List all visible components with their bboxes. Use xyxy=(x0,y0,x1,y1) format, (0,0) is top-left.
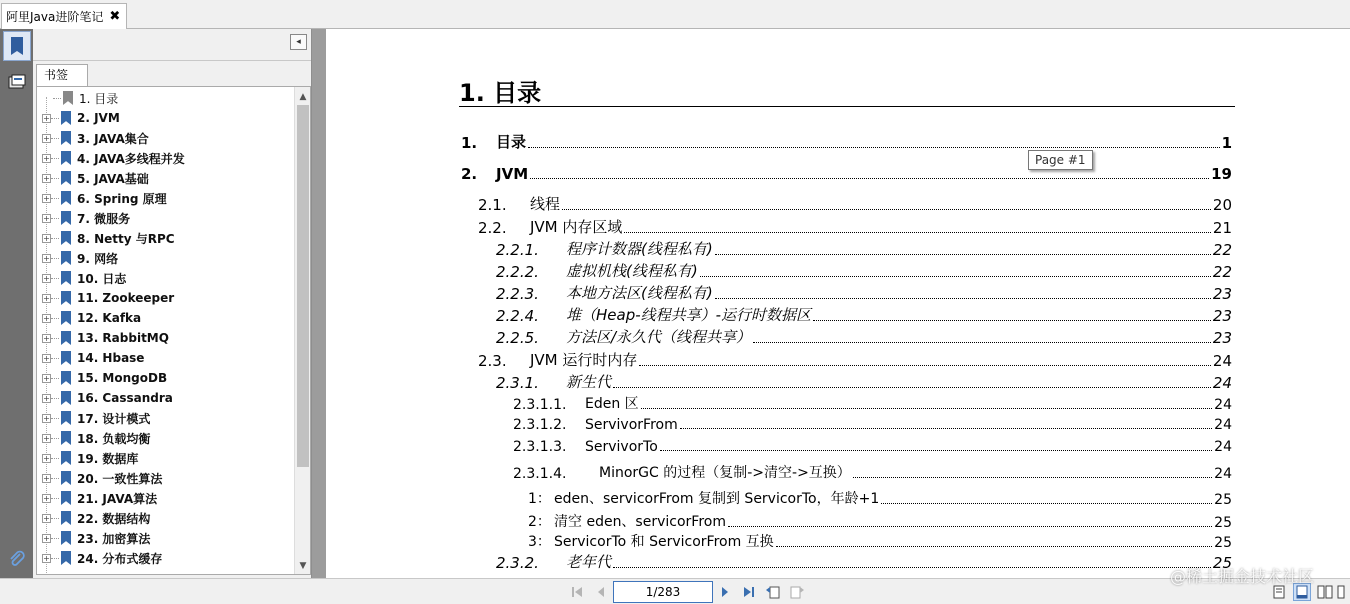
tree-connector xyxy=(51,258,59,259)
toc-page-number: 21 xyxy=(1212,219,1232,237)
bookmark-icon xyxy=(61,131,71,145)
toc-entry[interactable] xyxy=(513,393,1232,413)
expand-icon[interactable]: + xyxy=(43,173,50,183)
bookmark-label: 21. JAVA算法 xyxy=(77,491,158,506)
tree-connector xyxy=(51,138,59,139)
bookmark-icon xyxy=(61,491,71,505)
toc-text: ServicorTo 和 ServicorFrom 互换 xyxy=(554,534,774,550)
toc-text: 清空 eden、servicorFrom xyxy=(554,514,726,530)
toc-number: 2.3.1.4. xyxy=(513,466,567,482)
scroll-up-icon[interactable]: ▲ xyxy=(299,92,307,102)
bookmark-item[interactable] xyxy=(37,108,295,128)
tree-connector xyxy=(51,538,59,539)
expand-icon[interactable]: + xyxy=(43,393,50,403)
toc-number: 2.2. xyxy=(478,219,507,237)
tree-connector xyxy=(51,318,59,319)
document-view[interactable] xyxy=(312,29,1350,578)
bookmark-label: 6. Spring 原理 xyxy=(77,191,167,206)
toc-text: 新生代 xyxy=(566,373,612,391)
bookmarks-panel-button[interactable] xyxy=(3,31,31,61)
bookmark-label: 24. 分布式缓存 xyxy=(77,551,163,566)
toc-text: ServivorFrom xyxy=(585,417,678,433)
document-tab-title: 阿里Java进阶笔记 xyxy=(6,10,104,24)
toc-number: 1： xyxy=(528,491,551,507)
toc-page-number: 24 xyxy=(1212,352,1232,370)
bookmarks-panel-header xyxy=(33,29,311,61)
toc-number: 2.2.3. xyxy=(496,285,539,303)
close-tab-icon[interactable]: ✖ xyxy=(109,9,121,24)
tree-connector xyxy=(51,118,59,119)
bookmark-icon xyxy=(61,151,71,165)
toc-number: 2.2.5. xyxy=(496,329,539,347)
bookmark-label: 16. Cassandra xyxy=(77,391,173,405)
expand-icon[interactable]: + xyxy=(43,553,50,563)
bookmark-label: 9. 网络 xyxy=(77,251,119,266)
cover-facing-view-button[interactable] xyxy=(1336,583,1350,601)
tree-connector xyxy=(53,98,61,99)
expand-icon[interactable]: + xyxy=(43,133,50,143)
toc-leader xyxy=(528,147,1220,148)
bookmark-label: 22. 数据结构 xyxy=(77,511,151,526)
toc-leader xyxy=(641,408,1213,409)
toc-page-number: 23 xyxy=(1212,307,1232,325)
bookmark-label: 10. 日志 xyxy=(77,271,127,286)
tree-connector xyxy=(51,218,59,219)
forward-view-icon xyxy=(789,584,805,600)
toc-entry[interactable] xyxy=(528,488,1232,508)
toc-text: Eden 区 xyxy=(585,396,639,412)
bookmark-icon xyxy=(61,531,71,545)
bookmark-label: 11. Zookeeper xyxy=(77,291,175,305)
expand-icon[interactable]: + xyxy=(43,353,50,363)
bookmark-icon xyxy=(61,311,71,325)
bookmark-item[interactable] xyxy=(37,248,295,268)
expand-icon[interactable]: + xyxy=(43,433,50,443)
toc-number: 2.1. xyxy=(478,196,507,214)
bookmark-item[interactable] xyxy=(37,428,295,448)
tree-connector xyxy=(51,438,59,439)
bookmark-item[interactable] xyxy=(37,368,295,388)
toc-number: 2.3.1.3. xyxy=(513,439,567,455)
bookmark-icon xyxy=(61,251,71,265)
tree-connector xyxy=(51,458,59,459)
heading-rule xyxy=(459,106,1235,107)
pdf-page xyxy=(326,29,1350,578)
bookmark-icon xyxy=(61,551,71,565)
bookmark-label: 3. JAVA集合 xyxy=(77,131,149,146)
previous-page-button[interactable] xyxy=(593,584,609,600)
bookmark-label: 23. 加密算法 xyxy=(77,531,151,546)
tree-connector xyxy=(51,498,59,499)
last-page-button[interactable] xyxy=(741,584,757,600)
toc-text: JVM 内存区域 xyxy=(530,218,623,236)
toc-page-number: 19 xyxy=(1211,165,1232,183)
tree-connector xyxy=(51,198,59,199)
page-tooltip: Page #1 xyxy=(1028,150,1093,170)
toc-number: 2： xyxy=(528,514,551,530)
watermark: @稀土掘金技术社区 xyxy=(1170,567,1315,586)
toc-number: 2.2.2. xyxy=(496,263,539,281)
expand-icon[interactable]: + xyxy=(43,193,50,203)
toc-text: ServivorTo xyxy=(585,439,658,455)
thumbnails-icon xyxy=(8,74,26,90)
bookmark-icon xyxy=(61,411,71,425)
toc-page-number: 25 xyxy=(1214,535,1232,551)
back-view-icon xyxy=(765,584,781,600)
attachments-panel-button[interactable] xyxy=(3,544,31,574)
toc-leader xyxy=(853,477,1212,478)
bookmark-icon xyxy=(61,471,71,485)
bookmark-icon xyxy=(61,451,71,465)
toc-page-number: 22 xyxy=(1212,241,1232,259)
toc-number: 2.2.1. xyxy=(496,241,539,259)
last-page-icon xyxy=(743,586,755,598)
tree-connector xyxy=(51,478,59,479)
bookmark-label: 8. Netty 与RPC xyxy=(77,231,175,246)
bookmark-item[interactable] xyxy=(37,228,295,248)
toc-entry[interactable] xyxy=(461,132,1232,152)
expand-icon[interactable]: + xyxy=(43,253,50,263)
toc-entry[interactable] xyxy=(496,261,1232,281)
toc-text: 虚拟机栈(线程私有) xyxy=(566,262,698,280)
expand-icon[interactable]: + xyxy=(43,493,50,503)
bookmark-item[interactable] xyxy=(37,188,295,208)
tree-connector xyxy=(51,558,59,559)
toc-leader xyxy=(715,254,1211,255)
document-tab[interactable] xyxy=(1,3,127,29)
bookmark-label: 13. RabbitMQ xyxy=(77,331,169,345)
continuous-page-icon xyxy=(1296,585,1308,599)
toc-entry[interactable] xyxy=(513,435,1232,455)
thumbnails-panel-button[interactable] xyxy=(3,67,31,97)
bookmark-icon xyxy=(61,431,71,445)
tree-connector xyxy=(51,398,59,399)
toc-leader xyxy=(728,526,1212,527)
bookmark-icon xyxy=(61,351,71,365)
toc-text: 程序计数器(线程私有) xyxy=(566,240,713,258)
bookmark-item[interactable] xyxy=(37,168,295,188)
bookmark-icon xyxy=(61,231,71,245)
bookmark-icon xyxy=(61,191,71,205)
toc-number: 2.3.1.1. xyxy=(513,397,567,413)
toc-page-number: 20 xyxy=(1212,196,1232,214)
bookmark-item[interactable] xyxy=(37,328,295,348)
toc-page-number: 24 xyxy=(1212,374,1232,392)
tree-connector xyxy=(51,338,59,339)
toc-leader xyxy=(881,503,1212,504)
toc-number: 2.3. xyxy=(478,352,507,370)
toc-text: MinorGC 的过程（复制->清空->互换） xyxy=(599,465,851,481)
first-page-button[interactable] xyxy=(569,584,585,600)
bookmark-item[interactable] xyxy=(37,528,295,548)
facing-pages-icon xyxy=(1317,585,1333,599)
tree-connector xyxy=(51,178,59,179)
toc-number: 2.2.4. xyxy=(496,307,539,325)
expand-icon[interactable]: + xyxy=(43,213,50,223)
bookmark-label: 15. MongoDB xyxy=(77,371,168,385)
bookmark-label: 19. 数据库 xyxy=(77,451,139,466)
toc-entry[interactable] xyxy=(496,327,1232,347)
bookmarks-panel xyxy=(33,29,312,578)
toc-page-number: 25 xyxy=(1214,492,1232,508)
tree-connector xyxy=(51,278,59,279)
toc-leader xyxy=(700,276,1211,277)
toc-number: 2.3.2. xyxy=(496,554,539,572)
bookmark-item[interactable] xyxy=(37,488,295,508)
tree-connector xyxy=(51,418,59,419)
tree-connector xyxy=(51,158,59,159)
bookmark-item[interactable] xyxy=(37,288,295,308)
toc-text: JVM 运行时内存 xyxy=(530,351,638,369)
go-forward-view-button[interactable] xyxy=(789,584,805,600)
toc-leader xyxy=(613,387,1211,388)
bookmark-label: 1. 目录 xyxy=(79,91,119,106)
toc-number: 3： xyxy=(528,534,551,550)
toc-entry[interactable] xyxy=(513,462,1232,482)
toc-page-number: 23 xyxy=(1212,329,1232,347)
side-icon-strip xyxy=(0,29,33,578)
bookmark-item[interactable] xyxy=(37,268,295,288)
paperclip-icon xyxy=(8,550,26,568)
bookmark-icon xyxy=(63,91,73,105)
toc-leader xyxy=(776,546,1212,547)
expand-icon[interactable]: + xyxy=(43,413,50,423)
toc-leader xyxy=(660,450,1212,451)
toc-page-number: 1 xyxy=(1221,134,1232,152)
bookmarks-scrollbar[interactable] xyxy=(294,87,310,574)
expand-icon[interactable]: + xyxy=(43,453,50,463)
toc-text: 本地方法区(线程私有) xyxy=(566,284,713,302)
toc-entry[interactable] xyxy=(513,413,1232,433)
single-page-icon xyxy=(1273,585,1285,599)
tree-connector xyxy=(51,298,59,299)
toc-number: 2.3.1.2. xyxy=(513,417,567,433)
expand-icon[interactable]: + xyxy=(43,473,50,483)
cover-facing-icon xyxy=(1337,585,1349,599)
toc-entry[interactable] xyxy=(478,194,1232,214)
toc-number: 2. xyxy=(461,165,478,183)
toc-entry[interactable] xyxy=(461,163,1232,183)
page-number-input[interactable]: 1/283 xyxy=(613,581,713,603)
bookmark-item[interactable] xyxy=(37,508,295,528)
bookmark-icon xyxy=(61,111,71,125)
previous-page-icon xyxy=(596,586,606,598)
bookmark-icon xyxy=(61,271,71,285)
bookmark-item[interactable] xyxy=(37,148,295,168)
bookmark-item[interactable] xyxy=(37,308,295,328)
toc-page-number: 24 xyxy=(1214,417,1232,433)
first-page-icon xyxy=(571,586,583,598)
tab-bar xyxy=(0,0,1350,29)
bookmark-item[interactable] xyxy=(37,128,295,148)
toc-page-number: 24 xyxy=(1214,466,1232,482)
bookmark-item[interactable] xyxy=(37,88,295,108)
bookmark-icon xyxy=(61,371,71,385)
toc-entry[interactable] xyxy=(528,531,1232,551)
toc-leader xyxy=(639,365,1211,366)
toc-entry[interactable] xyxy=(496,305,1232,325)
toc-page-number: 25 xyxy=(1212,554,1232,572)
toc-entry[interactable] xyxy=(496,283,1232,303)
bookmark-item[interactable] xyxy=(37,348,295,368)
toc-text: JVM xyxy=(496,165,529,183)
bookmarks-tree xyxy=(36,86,311,575)
toc-leader xyxy=(530,178,1209,179)
bookmarks-tab[interactable]: 书签 xyxy=(36,64,88,86)
expand-icon[interactable]: + xyxy=(43,273,50,283)
bookmark-label: 5. JAVA基础 xyxy=(77,171,149,186)
bookmark-icon xyxy=(61,211,71,225)
tree-connector xyxy=(51,518,59,519)
toc-text: 线程 xyxy=(530,195,561,213)
bookmark-item[interactable] xyxy=(37,468,295,488)
bookmark-label: 4. JAVA多线程并发 xyxy=(77,151,185,166)
expand-icon[interactable]: + xyxy=(43,153,50,163)
toc-page-number: 24 xyxy=(1214,397,1232,413)
toc-leader xyxy=(624,232,1211,233)
expand-icon[interactable]: + xyxy=(43,113,50,123)
status-bar xyxy=(0,578,1350,604)
toc-leader xyxy=(562,209,1211,210)
bookmark-icon xyxy=(10,36,24,56)
toc-page-number: 25 xyxy=(1214,515,1232,531)
expand-icon[interactable]: + xyxy=(43,373,50,383)
bookmark-label: 18. 负载均衡 xyxy=(77,431,151,446)
toc-page-number: 23 xyxy=(1212,285,1232,303)
bookmark-item[interactable] xyxy=(37,448,295,468)
expand-icon[interactable]: + xyxy=(43,293,50,303)
bookmark-item[interactable] xyxy=(37,548,295,568)
expand-icon[interactable]: + xyxy=(43,313,50,323)
next-page-button[interactable] xyxy=(717,584,733,600)
bookmark-label: 12. Kafka xyxy=(77,311,142,325)
toc-leader xyxy=(715,298,1211,299)
toc-text: 堆（Heap-线程共享）-运行时数据区 xyxy=(566,306,812,324)
toc-entry[interactable] xyxy=(528,511,1232,531)
bookmark-label: 17. 设计模式 xyxy=(77,411,151,426)
bookmark-label: 14. Hbase xyxy=(77,351,145,365)
bookmark-icon xyxy=(61,391,71,405)
bookmark-item[interactable] xyxy=(37,408,295,428)
toc-text: 方法区/永久代（线程共享） xyxy=(566,328,752,346)
expand-icon[interactable]: + xyxy=(43,513,50,523)
toc-entry[interactable] xyxy=(496,372,1232,392)
tree-connector xyxy=(51,358,59,359)
scrollbar-thumb[interactable] xyxy=(297,105,309,467)
bookmark-label: 2. JVM xyxy=(77,111,120,125)
toc-entry[interactable] xyxy=(478,350,1232,370)
facing-view-button[interactable] xyxy=(1316,583,1334,601)
toc-number: 2.3.1. xyxy=(496,374,539,392)
tree-connector xyxy=(51,378,59,379)
bookmark-item[interactable] xyxy=(37,388,295,408)
bookmark-item[interactable] xyxy=(37,208,295,228)
bookmark-icon xyxy=(61,171,71,185)
scroll-down-icon[interactable]: ▼ xyxy=(299,561,307,571)
expand-icon[interactable]: + xyxy=(43,333,50,343)
expand-icon[interactable]: + xyxy=(43,533,50,543)
toc-entry[interactable] xyxy=(496,552,1232,572)
toc-leader xyxy=(680,428,1212,429)
toc-leader xyxy=(813,320,1211,321)
next-page-icon xyxy=(720,586,730,598)
collapse-panel-button[interactable]: ◂ xyxy=(290,34,307,50)
toc-number: 1. xyxy=(461,134,478,152)
toc-text: 老年代 xyxy=(566,553,612,571)
expand-icon[interactable]: + xyxy=(43,233,50,243)
toc-page-number: 24 xyxy=(1214,439,1232,455)
toc-text: 目录 xyxy=(496,133,527,151)
toc-leader xyxy=(613,567,1211,568)
toc-entry[interactable] xyxy=(496,239,1232,259)
go-back-view-button[interactable] xyxy=(765,584,781,600)
toc-entry[interactable] xyxy=(478,217,1232,237)
toc-page-number: 22 xyxy=(1212,263,1232,281)
tree-connector xyxy=(51,238,59,239)
bookmark-label: 20. 一致性算法 xyxy=(77,471,163,486)
toc-text: eden、servicorFrom 复制到 ServicorTo，年龄+1 xyxy=(554,491,880,507)
bookmark-icon xyxy=(61,511,71,525)
bookmark-icon xyxy=(61,331,71,345)
toc-leader xyxy=(753,342,1211,343)
bookmark-label: 7. 微服务 xyxy=(77,211,131,226)
bookmark-icon xyxy=(61,291,71,305)
page-heading: 1. 目录 xyxy=(459,79,542,107)
